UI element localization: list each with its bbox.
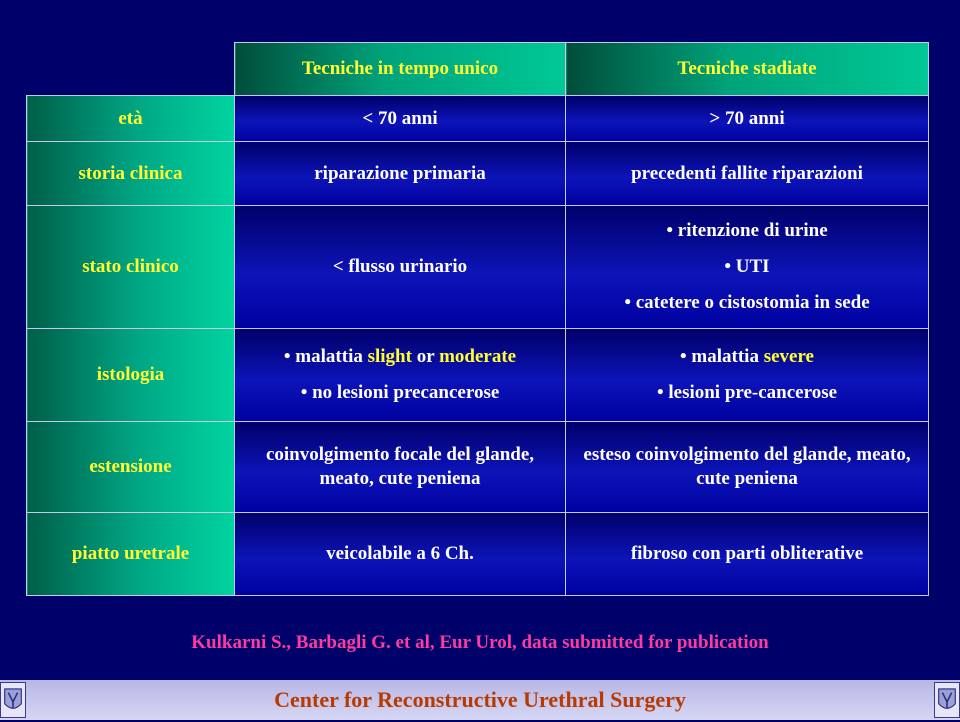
cell-line: veicolabile a 6 Ch.: [326, 543, 474, 565]
row-label: storia clinica: [27, 142, 235, 206]
cell-line: fibroso con parti obliterative: [630, 543, 864, 565]
row-label: stato clinico: [27, 206, 235, 329]
cell-line: > 70 anni: [709, 107, 785, 129]
urology-emblem-icon: [934, 682, 960, 718]
footer-title: Center for Reconstructive Urethral Surgery: [274, 687, 686, 712]
header-staged: Tecniche stadiate: [566, 43, 929, 96]
cell-line: < 70 anni: [362, 107, 438, 129]
highlight-moderate: moderate: [439, 346, 517, 368]
cell-staged: [566, 513, 929, 596]
cell-single-stage: [235, 513, 566, 596]
cell-line: riparazione primaria: [314, 162, 486, 184]
comparison-table: [26, 42, 929, 596]
table-row: [27, 142, 929, 206]
cell-line: • catetere o cistostomia in sede: [624, 291, 870, 313]
cell-line: precedenti fallite riparazioni: [631, 162, 863, 184]
cell-line: • ritenzione di urine: [666, 220, 828, 242]
cell-line: esteso coinvolgimento del glande, meato, cute peniena: [583, 444, 911, 489]
row-label: piatto uretrale: [27, 513, 235, 596]
highlight-severe: severe: [763, 346, 814, 368]
table-row: [27, 513, 929, 596]
footer-bar: [0, 680, 960, 720]
header-empty-cell: [27, 43, 235, 96]
row-label: età: [27, 96, 235, 142]
text: • malattia: [680, 346, 764, 368]
header-single-stage: Tecniche in tempo unico: [235, 43, 566, 96]
citation-text: Kulkarni S., Barbagli G. et al, Eur Urol, data submitted for publication: [191, 632, 769, 653]
cell-line: < flusso urinario: [332, 256, 468, 278]
table-header-row: [27, 43, 929, 96]
cell-single-stage: [235, 206, 566, 329]
cell-line: • no lesioni precancerose: [300, 382, 500, 403]
cell-line: [574, 345, 920, 369]
cell-line: [243, 345, 557, 369]
highlight-slight: slight: [367, 346, 412, 368]
row-label: istologia: [27, 329, 235, 422]
cell-staged: [566, 329, 929, 422]
table-row: [27, 96, 929, 142]
table-row: [27, 422, 929, 513]
table-row: [27, 206, 929, 329]
text: • malattia: [283, 346, 368, 368]
cell-single-stage: [235, 329, 566, 422]
text: or: [411, 346, 440, 368]
row-label: estensione: [27, 422, 235, 513]
cell-staged: [566, 142, 929, 206]
urology-emblem-icon: [0, 682, 26, 718]
cell-staged: [566, 96, 929, 142]
cell-single-stage: [235, 142, 566, 206]
cell-single-stage: [235, 96, 566, 142]
table-row: [27, 329, 929, 422]
cell-staged: [566, 206, 929, 329]
cell-line: coinvolgimento focale del glande, meato, cute peniena: [265, 444, 535, 489]
cell-single-stage: [235, 422, 566, 513]
cell-line: • UTI: [724, 256, 770, 278]
cell-staged: [566, 422, 929, 513]
cell-line: • lesioni pre-cancerose: [656, 382, 838, 403]
